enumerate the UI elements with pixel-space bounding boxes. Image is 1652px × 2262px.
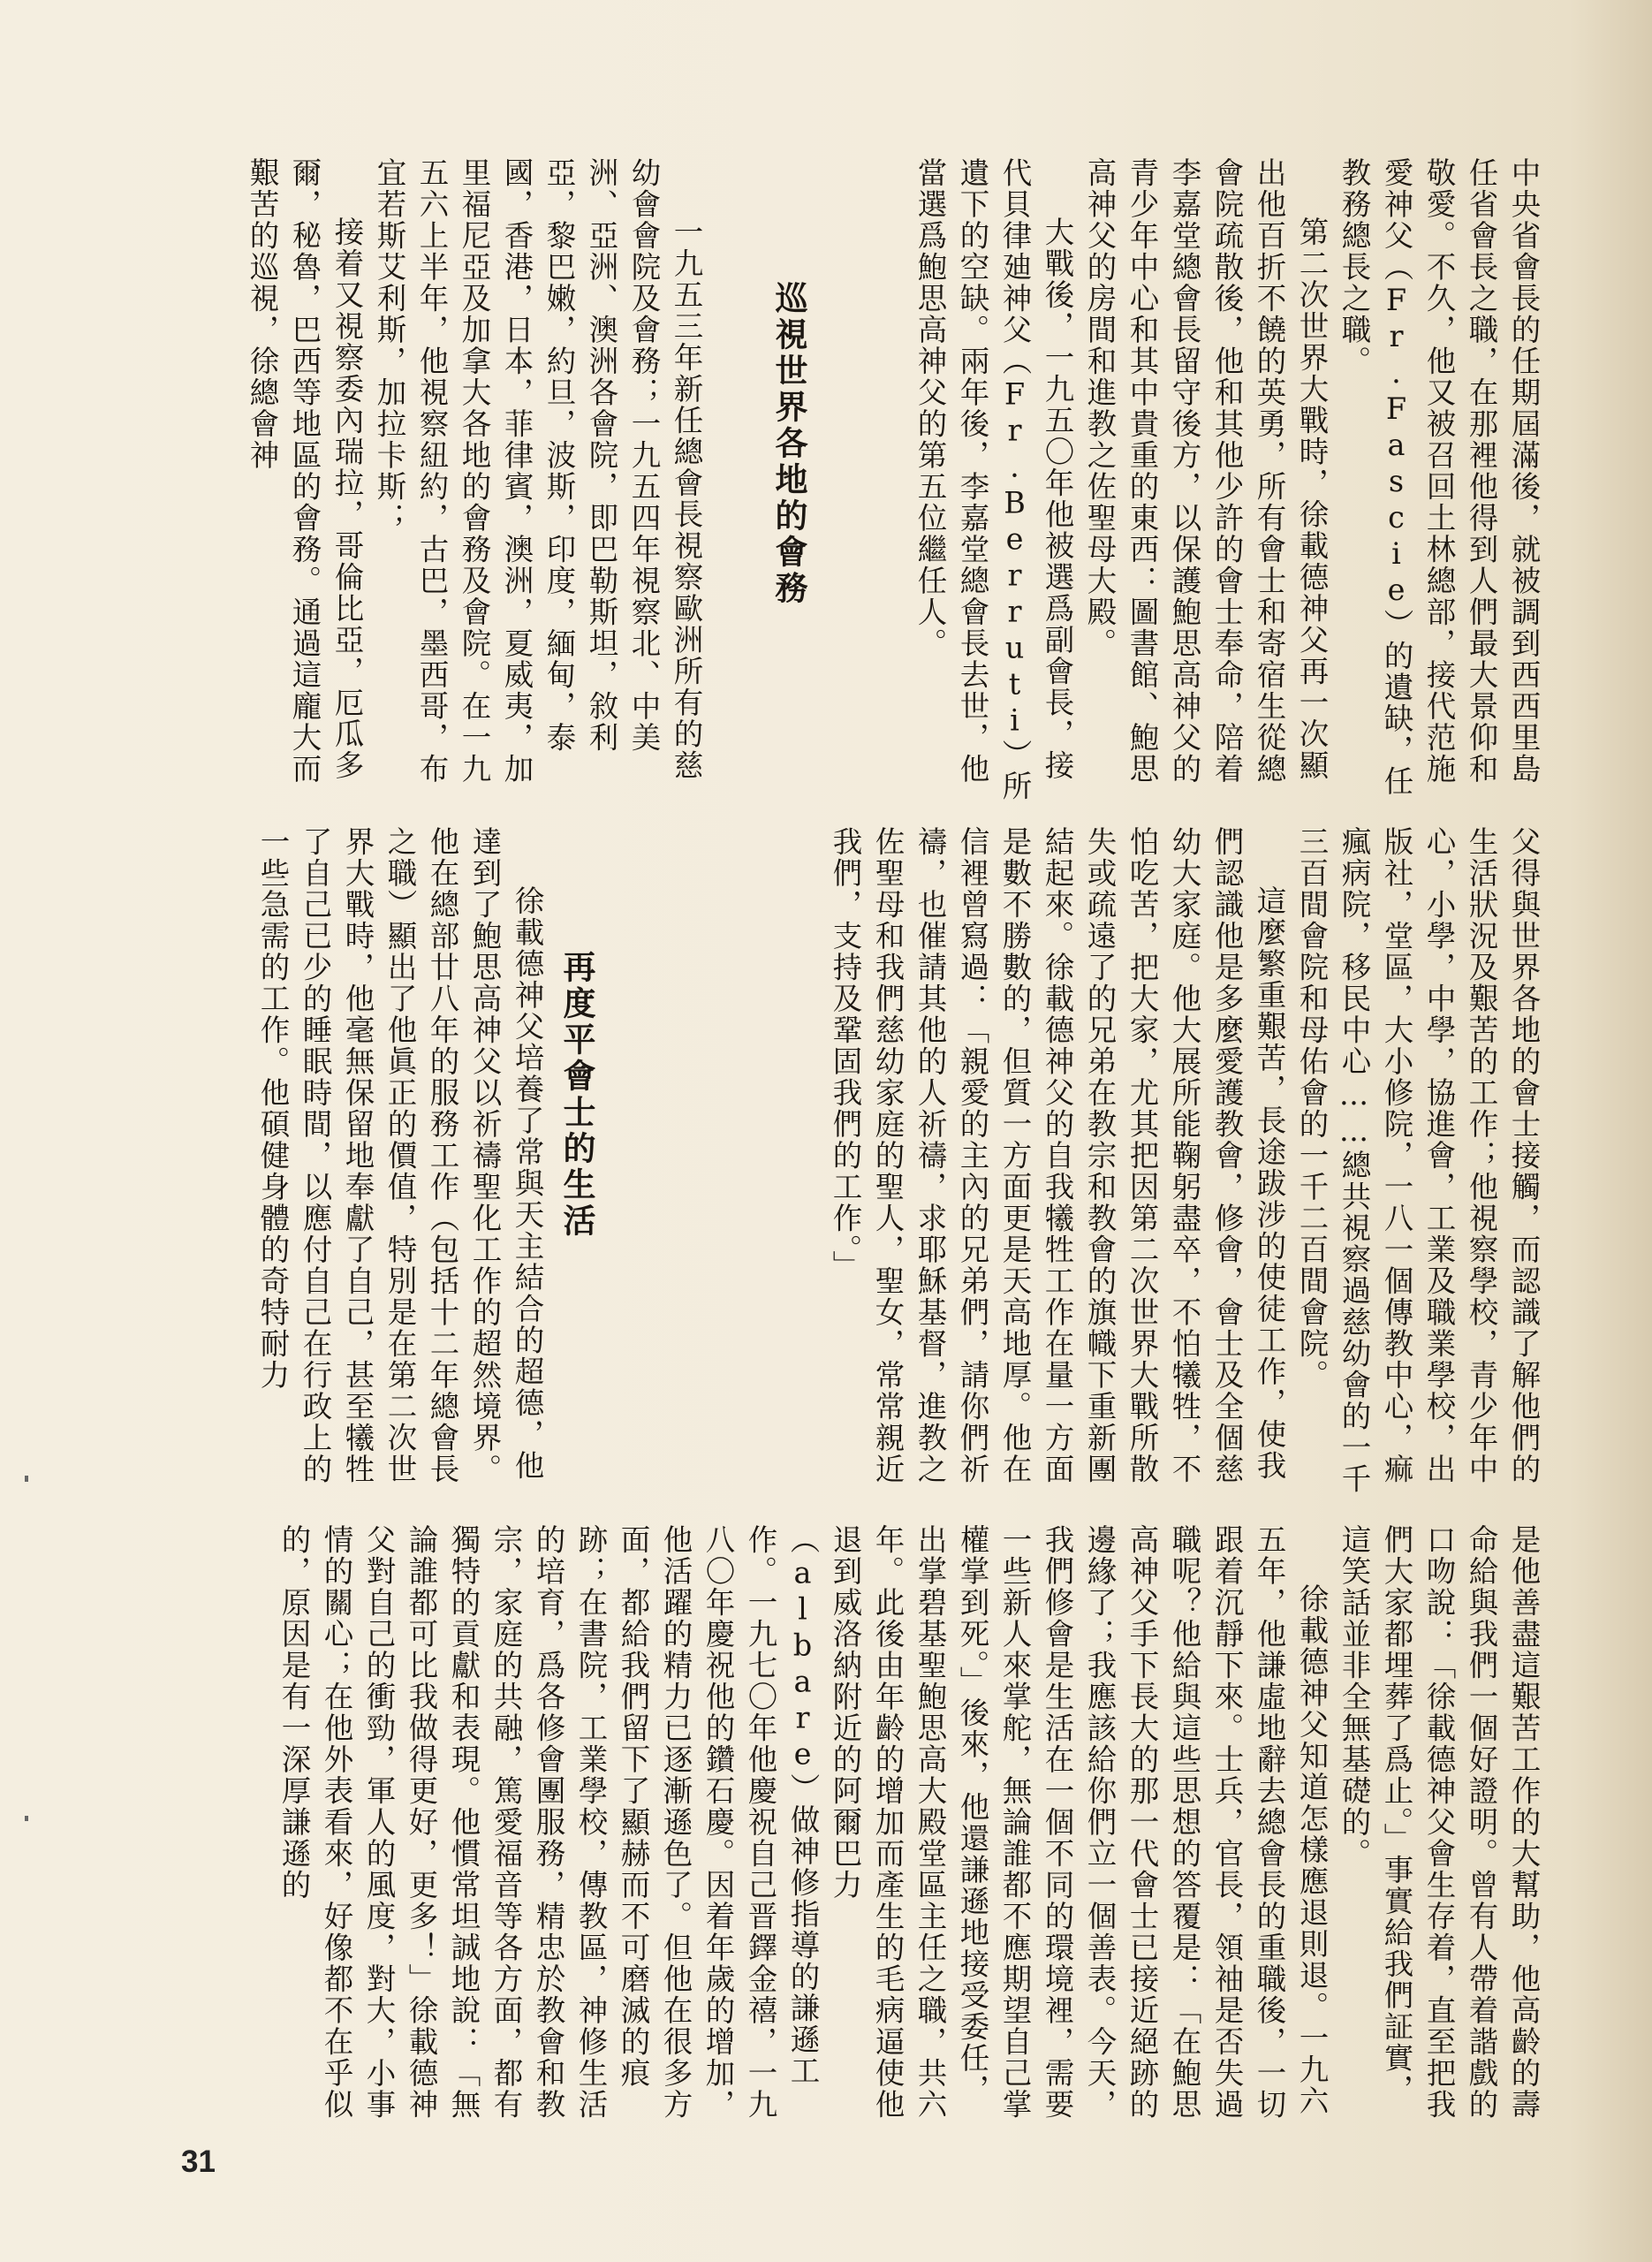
scan-mark xyxy=(25,1476,28,1482)
paragraph: 徐載德神父培養了常與天主結合的超德，他達到了鮑思高神父以祈禱聖化工作的超然境界。他在總部廿八年的服務工作（包括十二年總會長之職）顯出了他眞正的價值，特別是在第二次世界大戰時，他毫無保留地奉獻了自己，甚至犧牲了自己已少的睡眠時間，以應付自己在行政上的一些急需的工作。他碩健身體的奇特耐力 xyxy=(255,826,544,1485)
text-column-bottom xyxy=(177,1524,1544,2125)
paragraph: 徐載德神父知道怎樣應退則退。一九六五年，他謙虛地辭去總會長的重職後，一切跟着沉靜下來。士兵，官長，領袖是否失過職呢？他給與這些思想的答覆是：「在鮑思高神父手下長大的那一代會士已接近絕跡的邊緣了；我應該給你們立一個善表。今天，我們修會是生活在一個不同的環境裡，需要一些新人來掌舵，無論誰都不應期望自己掌權掌到死。」後來，他還謙遜地接受委任，出掌碧基聖鮑思高大殿堂區主任之職，共六年。此後由年齡的增加而產生的毛病逼使他退到威洛納附近的阿爾巴力（albare）做神修指導的謙遜工作。一九七〇年他慶祝自己晋鐸金禧，一九八〇年慶祝他的鑽石慶。因着年歲的增加，他活躍的精力已逐漸遜色了。但他在很多方面，都給我們留下了顯赫而不可磨滅的痕跡；在書院，工業學校，傳教區，神修生活的培育，爲各修會團服務，精忠於教會和教宗，家庭的共融，篤愛福音等各方面，都有獨特的貢獻和表現。他慣常坦誠地說：「無論誰都可比我做得更好，更多！」徐載德神父對自己的衝勁，軍人的風度，對大，小事情的關心；在他外表看來，好像都不在乎似的，原因是有一深厚謙遜的 xyxy=(277,1524,1329,2121)
paragraph: 一九五三年新任總會長視察歐洲所有的慈幼會會院及會務；一九五四年視察北、中美洲、亞洲、澳洲各會院，即巴勒斯坦，敘利亞，黎巴嫩，約旦，波斯，印度，緬甸，泰國，香港，日本，菲律賓，澳洲，夏威夷，加里福尼亞及加拿大各地的會務及會院。在一九五六上半年，他視察紐約，古巴，墨西哥，布宜若斯艾利斯，加拉卡斯； xyxy=(372,157,703,785)
paragraph: 第二次世界大戰時，徐載德神父再一次顯出他百折不饒的英勇，所有會士和寄宿生從總會院疏散後，他和其他少許的會士奉命，陪着李嘉堂總會長留守後方，以保護鮑思高神父的青少年中心和其中貴重的東西：圖書館、鮑思高神父的房間和進教之佐聖母大殿。 xyxy=(1082,157,1329,785)
paragraph: 是他善盡這艱苦工作的大幫助，他高齡的壽命給與我們一個好證明。曾有人帶着諧戲的口吻說：「徐載德神父會生存着，直至把我們大家都埋葬了爲止。」事實給我們証實，這笑話並非全無基礎的。 xyxy=(1337,1524,1541,2121)
paragraph: 接着又視察委內瑞拉，哥倫比亞，厄瓜多爾，秘魯，巴西等地區的會務。通過這龐大而艱苦的巡視，徐總會神 xyxy=(245,157,364,785)
paragraph: 中央省會長的任期屆滿後，就被調到西西里島任省會長之職，在那裡他得到人們最大景仰和敬愛。不久，他又被召回土林總部，接代范施愛神父（Fr.Fascie）的遺缺，任教務總長之職。 xyxy=(1337,157,1541,797)
text-column-middle-left xyxy=(177,826,548,1507)
paragraph: 父得與世界各地的會士接觸，而認識了解他們的生活狀況及艱苦的工作；他視察學校，青少年中心，小學，中學，協進會，工業及職業學校，出版社，堂區，大小修院，一八一個傳教中心，痲瘋病院，移民中心……總共視察過慈幼會的一千三百間會院和母佑會的一千二百間會院。 xyxy=(1294,826,1541,1495)
paragraph: 大戰後，一九五〇年他被選爲副會長，接代貝律廸神父（Fr.Berruti）所遺下的空缺。兩年後，李嘉堂總會長去世，他當選爲鮑思高神父的第五位繼任人。 xyxy=(913,157,1074,802)
section-heading: 巡視世界各地的會務 xyxy=(769,281,807,607)
text-column-middle-right xyxy=(602,826,1544,1507)
text-column-top-left xyxy=(177,157,707,811)
section-heading: 再度平會士的生活 xyxy=(557,950,595,1240)
paragraph: 這麼繁重艱苦，長途跋涉的使徒工作，使我們認識他是多麼愛護教會，修會，會士及全個慈幼大家庭。他大展所能鞠躬盡卒，不怕犧牲，不怕吃苦，把大家，尤其把因第二次世界大戰所散失或疏遠了的兄弟在教宗和教會的旗幟下重新團結起來。徐載德神父的自我犧牲工作在量一方面是數不勝數的，但質一方面更是天高地厚。他在信裡曾寫過：「親愛的主內的兄弟們，請你們祈禱，也催請其他的人祈禱，求耶穌基督，進教之佐聖母和我們慈幼家庭的聖人，聖女，常常親近我們，支持及鞏固我們的工作。」 xyxy=(828,826,1286,1485)
text-column-top-right xyxy=(913,157,1544,811)
scan-mark xyxy=(25,1816,28,1821)
page-number: 31 xyxy=(181,2144,216,2179)
